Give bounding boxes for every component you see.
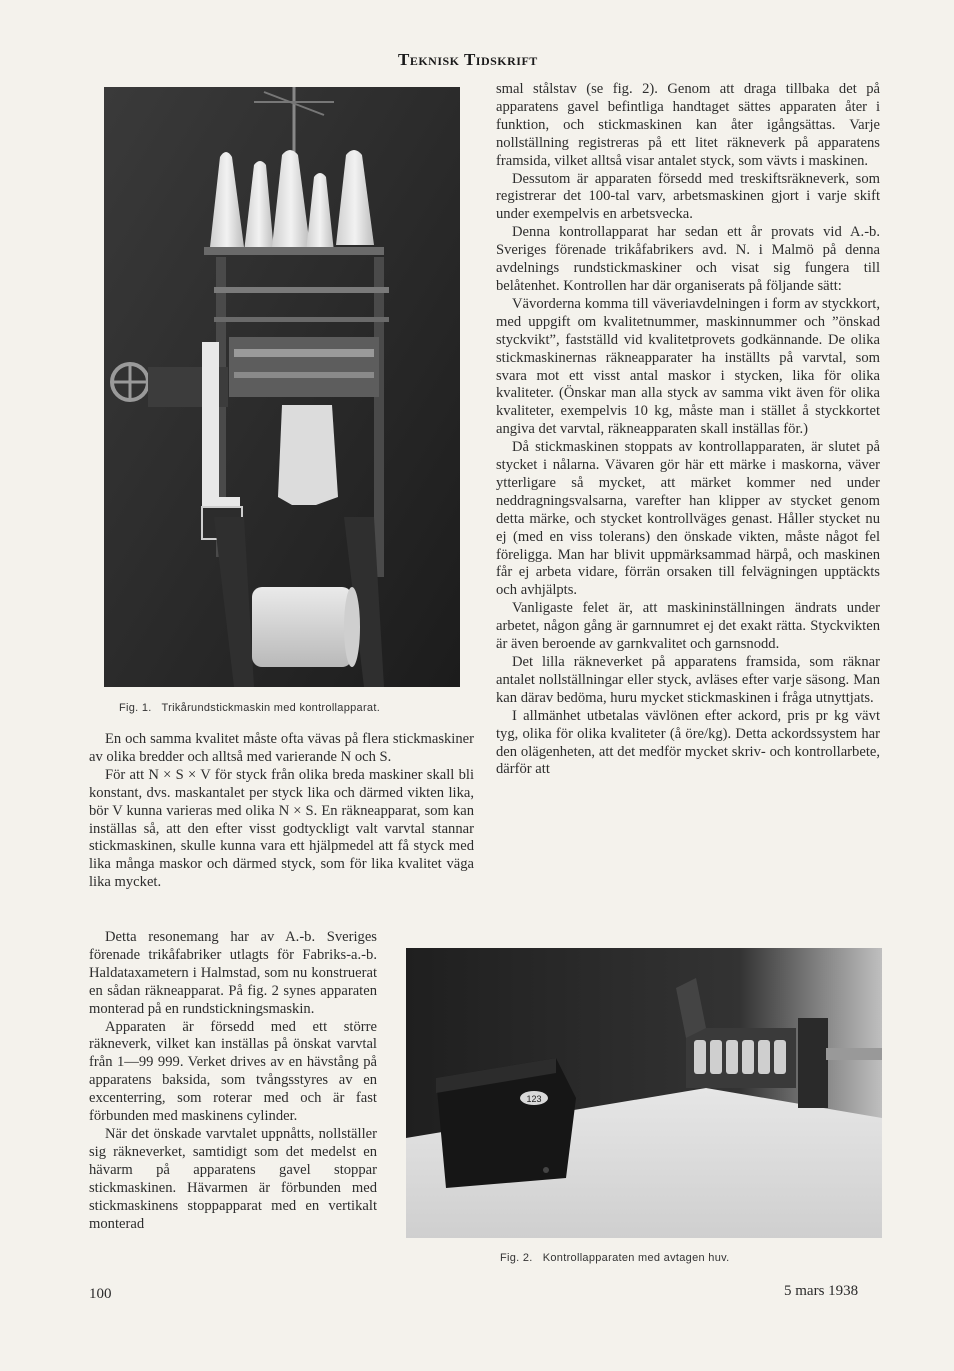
right-paragraph-6: Vanligaste felet är, att maskininställningen ändrats under arbetet, någon gång är garnnumret ej det exakt rätta. Styckvikten är även beroende av garnkvalitet och garnsnodd. [496,600,880,653]
left-column-top [89,731,474,892]
right-paragraph-1: smal stålstav (se fig. 2). Genom att draga tillbaka det på apparatens gavel befintliga handtaget sättes apparaten åter i funktion, och stickmaskinen kan åter igångsättas. Varje nollställning registreras på ett litet räkneverk på apparatens framsida, vilket alltså visar antalet styck, som vävts i maskinen. [496,81,880,169]
counter-apparatus-illustration [406,948,882,1238]
right-paragraph-4: Vävorderna komma till väveriavdelningen i form av styckkort, med uppgift om kvalitetnummer, maskinnummer och ”önskad styckvikt”, fastställd vid kvalitetprovets godkännande. De olika stickmaskinernas räkneapparater ha inställts på varvtal, som svara mot ett visst antal maskor i stycken, lika för olika kvaliteter. (Önskar man alla styck av samma vikt även för olika kvaliteter, exempelvis 10 kg, måste man i stället å styckkortet angiva det varvtal, räkneapparaten skall inställas för.) [496,295,880,438]
figure-1-caption: Fig. 1. Trikårundstickmaskin med kontrollapparat. [119,702,381,714]
right-paragraph-5: Då stickmaskinen stoppats av kontrollapparaten, är slutet på stycket i nålarna. Vävaren gör här ett märke i maskorna, väver ytterligare så mycket, att märket kommer ned under neddragningsvalsarna, varefter han klipper av stycket genom detta märke, och stycket kontrollväges genast. Håller stycket nu ej (med en viss tolerans) den önskade vikten, måste något fel föreligga. Man har blivit uppmärksammad härpå, och maskinen får ej arbeta vidare, förrän orsaken till felvägningen upptäckts och avhjälpts. [496,439,880,599]
right-paragraph-3: Denna kontrollapparat har sedan ett år provats vid A.-b. Sveriges förenade trikåfabrikers avd. N. i Malmö på denna avdelnings rundstickmaskiner och visat sig fungera till belåtenhet. Kontrollen har där organiserats på följande sätt: [496,224,880,294]
journal-title: Teknisk Tidskrift [398,50,538,69]
right-paragraph-8: I allmänhet utbetalas vävlönen efter ackord, pris pr kg vävt tyg, olika för olika kvaliteter (å öre/kg). Detta ackordssystem har den olägenheten, att det medför mycket skriv- och kontrollarbete, därför att [496,707,880,778]
left-column-narrow [89,929,377,1233]
left-narrow-paragraph-3: När det önskade varvtalet uppnåtts, nollställer sig räkneverket, samtidigt som det medelst en hävarm på apparatens gavel stoppar stickmaskinen. Hävarmen är förbunden med stickmaskinens stoppapparat med en vertikalt monterad [89,1125,377,1232]
left-narrow-paragraph-1: Detta resonemang har av A.-b. Sveriges förenade trikåfabriker utlagts för Fabriks-a.-b. Haldataxametern i Halmstad, som nu konstruerat en sådan räkneapparat. På fig. 2 synes apparaten monterad på en rundstickningsmaskin. [89,929,377,1017]
issue-date: 5 mars 1938 [784,1283,859,1299]
left-narrow-paragraph-2: Apparaten är försedd med ett större räkneverk, vilket kan inställas på önskat varvtal från 1—99 999. Verket drives av en hävstång på apparatens baksida, som tvångsstyres av en excenterring, som roterar med och är fast förbunden med maskinens cylinder. [89,1018,377,1125]
left-paragraph-1: En och samma kvalitet måste ofta vävas på flera stickmaskiner av olika bredder och alltså med varierande N och S. [89,731,474,765]
page-number: 100 [89,1286,112,1302]
counter-label: 123 [526,1094,542,1104]
figure-2-caption: Fig. 2. Kontrollapparaten med avtagen huv. [500,1252,730,1264]
right-column [496,81,880,779]
figure-1-photo [104,87,460,687]
knitting-machine-illustration [104,87,460,687]
left-paragraph-2: För att N × S × V för styck från olika breda maskiner skall bli konstant, dvs. maskantalet per styck lika och därmed vikten lika, bör V kunna varieras med olika N × S. En räkneapparat, som kan inställas så, att den efter visst godtyckligt valt varvtal stannar stickmaskinen, skulle kunna vara ett hjälpmedel att få styck med lika många maskor och därmed styck, som för lika kvalitet väga lika mycket. [89,766,474,891]
figure-2-photo [406,948,882,1238]
right-paragraph-2: Dessutom är apparaten försedd med treskiftsräkneverk, som registrerar det 100-tal varv, arbetsmaskinen gjort i varje skift under exempelvis en arbetsvecka. [496,170,880,223]
right-paragraph-7: Det lilla räkneverket på apparatens framsida, som räknar antalet nollställningar eller styck, avläses efter varje säsong. Man kan därav bedöma, huru mycket stickmaskinen i fråga utnyttjats. [496,654,880,706]
